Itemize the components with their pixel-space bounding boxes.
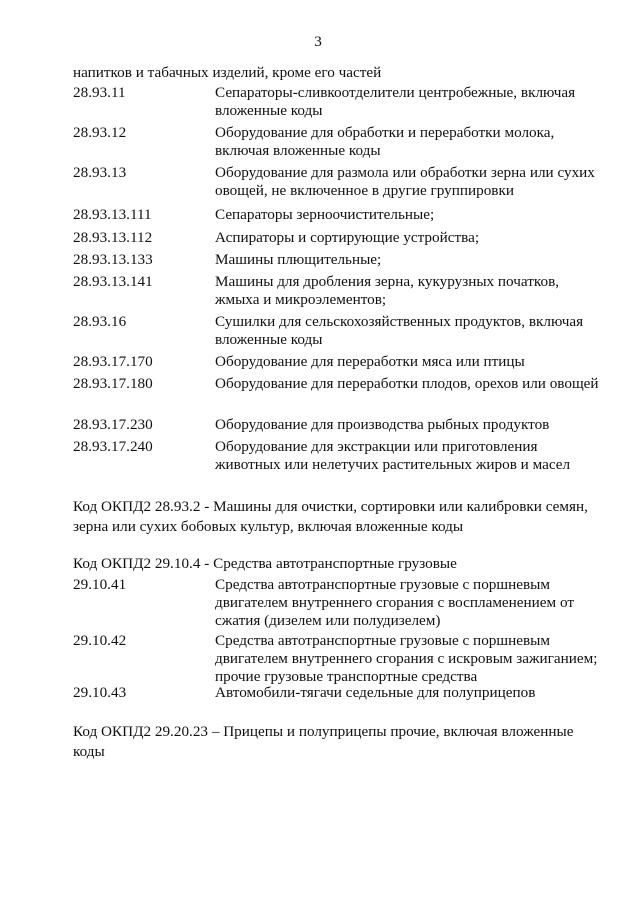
okpd-code: 28.93.13.112 (73, 229, 153, 246)
okpd-description: Машины плющительные; (215, 251, 382, 268)
okpd-code: 29.10.41 (73, 576, 127, 593)
okpd-description: Средства автотранспортные грузовые с поршневым двигателем внутреннего сгорания с воспламенением от сжатия (дизелем или полудизелем) (215, 576, 574, 629)
okpd-description: Аспираторы и сортирующие устройства; (215, 229, 480, 246)
page-number: 3 (314, 33, 322, 50)
section-paragraph: Код ОКПД2 29.20.23 – Прицепы и полуприцепы прочие, включая вложенные коды (73, 723, 574, 760)
okpd-code: 28.93.13.141 (73, 273, 153, 290)
okpd-code: 28.93.13.111 (73, 206, 152, 223)
okpd-description: Сепараторы-сливкоотделители центробежные, включая вложенные коды (215, 84, 576, 119)
okpd-description: Оборудование для производства рыбных продуктов (215, 416, 550, 433)
okpd-description: Оборудование для обработки и переработки молока, включая вложенные коды (215, 124, 555, 159)
okpd-code: 29.10.43 (73, 684, 127, 701)
okpd-description: Оборудование для размола или обработки зерна или сухих овощей, не включенное в другие группировки (215, 164, 595, 199)
intro-line: напитков и табачных изделий, кроме его частей (73, 64, 382, 81)
okpd-code: 28.93.17.170 (73, 353, 153, 370)
okpd-code: 28.93.16 (73, 313, 127, 330)
okpd-description: Оборудование для экстракции или приготовления животных или нелетучих растительных жиров и масел (215, 438, 571, 473)
okpd-description: Оборудование для переработки мяса или птицы (215, 353, 525, 370)
okpd-description: Оборудование для переработки плодов, орехов или овощей (215, 375, 599, 392)
okpd-description: Сушилки для сельскохозяйственных продуктов, включая вложенные коды (215, 313, 584, 348)
okpd-code: 28.93.13 (73, 164, 127, 181)
okpd-description: Сепараторы зерноочистительные; (215, 206, 435, 223)
okpd-description: Автомобили-тягачи седельные для полуприцепов (215, 684, 536, 701)
okpd-code: 29.10.42 (73, 632, 127, 649)
okpd-description: Средства автотранспортные грузовые с поршневым двигателем внутреннего сгорания с искровым зажиганием; прочие грузовые транспортные средства (215, 632, 598, 685)
section-paragraph: Код ОКПД2 28.93.2 - Машины для очистки, сортировки или калибровки семян, зерна или сухих бобовых культур, включая вложенные коды (73, 498, 588, 535)
section-heading: Код ОКПД2 29.10.4 - Средства автотранспортные грузовые (73, 555, 457, 572)
okpd-code: 28.93.17.180 (73, 375, 153, 392)
okpd-code: 28.93.17.240 (73, 438, 153, 455)
okpd-code: 28.93.17.230 (73, 416, 153, 433)
okpd-code: 28.93.13.133 (73, 251, 153, 268)
okpd-code: 28.93.11 (73, 84, 126, 101)
okpd-description: Машины для дробления зерна, кукурузных початков, жмыха и микроэлементов; (215, 273, 560, 308)
okpd-code: 28.93.12 (73, 124, 127, 141)
